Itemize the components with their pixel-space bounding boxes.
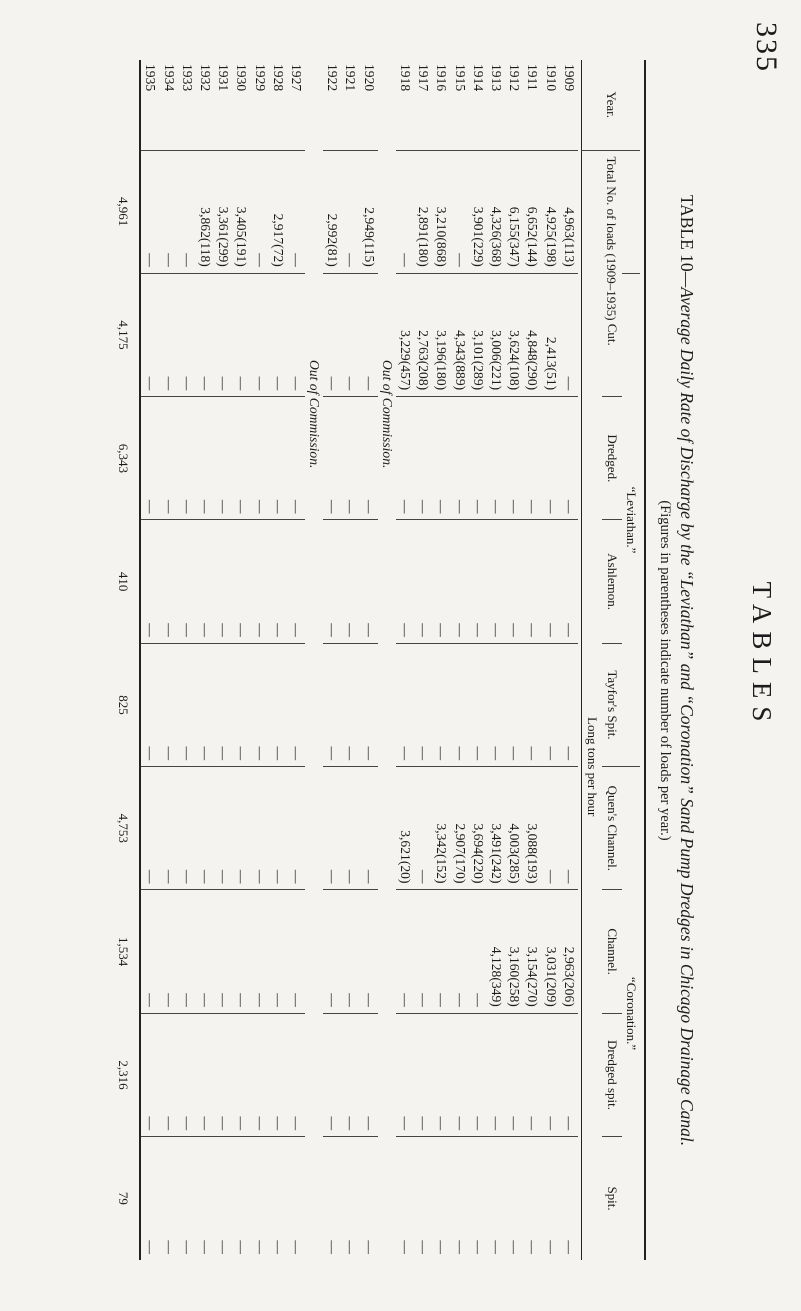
cell-c4: — bbox=[160, 643, 178, 766]
cell-c1: — bbox=[323, 273, 341, 396]
cell-c1: — bbox=[287, 273, 305, 396]
cell-total: 3,405(191) bbox=[232, 150, 250, 273]
cell-c2: — bbox=[160, 397, 178, 520]
cell-c7: — bbox=[269, 1013, 287, 1136]
cell-c8: — bbox=[232, 1137, 250, 1260]
row-year: 1922 bbox=[325, 64, 341, 92]
cell-c6: — bbox=[269, 890, 287, 1013]
cell-c4: — bbox=[323, 643, 341, 766]
cell-c7: — bbox=[396, 1013, 414, 1136]
table-row bbox=[560, 60, 578, 1260]
cell-c8: — bbox=[140, 1137, 159, 1260]
cell-c1: — bbox=[341, 273, 359, 396]
total-total: 4,961 bbox=[116, 197, 132, 227]
cell-c3: — bbox=[414, 520, 432, 643]
cell-c8: — bbox=[560, 1137, 578, 1260]
cell-c8: — bbox=[196, 1137, 214, 1260]
table-row bbox=[160, 60, 178, 1260]
cell-c2: — bbox=[487, 397, 505, 520]
cell-total: — bbox=[451, 150, 469, 273]
section-row bbox=[378, 60, 396, 1260]
cell-c3: — bbox=[178, 520, 196, 643]
cell-c2: — bbox=[140, 397, 159, 520]
cell-c8: — bbox=[396, 1137, 414, 1260]
total-c7: 2,316 bbox=[116, 1060, 132, 1090]
total-c8: 79 bbox=[116, 1191, 132, 1205]
cell-c2: — bbox=[469, 397, 487, 520]
table-row bbox=[451, 60, 469, 1260]
cell-c4: — bbox=[178, 643, 196, 766]
cell-c6: 3,160(258) bbox=[505, 890, 523, 1013]
table-row bbox=[196, 60, 214, 1260]
table-number: TABLE 10 bbox=[677, 194, 697, 272]
header-tayfor: Tayfor's Spit. bbox=[602, 643, 622, 766]
cell-c6: — bbox=[396, 890, 414, 1013]
table-row bbox=[269, 60, 287, 1260]
cell-c1: 4,848(290) bbox=[523, 273, 541, 396]
cell-c3: — bbox=[250, 520, 268, 643]
cell-c5: — bbox=[232, 767, 250, 890]
cell-c1: — bbox=[160, 273, 178, 396]
cell-c6: — bbox=[287, 890, 305, 1013]
cell-c1: 2,413(51) bbox=[541, 273, 559, 396]
cell-c5: — bbox=[250, 767, 268, 890]
totals-row bbox=[111, 60, 135, 1260]
row-year: 1935 bbox=[143, 64, 159, 92]
cell-c1: 3,006(221) bbox=[487, 273, 505, 396]
cell-total: — bbox=[396, 150, 414, 273]
cell-c6: 4,128(349) bbox=[487, 890, 505, 1013]
cell-c5: 3,088(193) bbox=[523, 767, 541, 890]
cell-c3: — bbox=[341, 520, 359, 643]
cell-c8: — bbox=[505, 1137, 523, 1260]
row-year: 1932 bbox=[197, 64, 213, 92]
cell-c1: — bbox=[560, 273, 578, 396]
cell-c7: — bbox=[196, 1013, 214, 1136]
cell-c8: — bbox=[214, 1137, 232, 1260]
cell-c8: — bbox=[287, 1137, 305, 1260]
table-caption: Average Daily Rate of Discharge by the “Leviathan” and “Coronation” Sand Pump Dredges in Chicago Drainage Canal. bbox=[677, 287, 697, 1147]
row-year: 1911 bbox=[525, 64, 541, 91]
cell-total: — bbox=[287, 150, 305, 273]
cell-total: 2,949(115) bbox=[360, 150, 378, 273]
cell-c6: — bbox=[214, 890, 232, 1013]
cell-c4: — bbox=[541, 643, 559, 766]
cell-c6: — bbox=[451, 890, 469, 1013]
header-year: Year. bbox=[603, 91, 619, 118]
cell-c1: — bbox=[250, 273, 268, 396]
cell-total: 4,963(113) bbox=[560, 150, 578, 273]
cell-c6: — bbox=[414, 890, 432, 1013]
cell-c5: — bbox=[214, 767, 232, 890]
row-year: 1915 bbox=[452, 64, 468, 92]
cell-c4: — bbox=[560, 643, 578, 766]
cell-c3: — bbox=[451, 520, 469, 643]
cell-c4: — bbox=[341, 643, 359, 766]
running-head bbox=[741, 0, 801, 1311]
table-row bbox=[232, 60, 250, 1260]
cell-c7: — bbox=[469, 1013, 487, 1136]
total-c3: 410 bbox=[116, 571, 132, 592]
cell-total: 3,210(868) bbox=[432, 150, 450, 273]
row-year: 1912 bbox=[507, 64, 523, 92]
table-row bbox=[523, 60, 541, 1260]
cell-c8: — bbox=[360, 1137, 378, 1260]
cell-c6: — bbox=[469, 890, 487, 1013]
table-row bbox=[287, 60, 305, 1260]
table-row bbox=[140, 60, 159, 1260]
header-spit: Spit. bbox=[602, 1137, 622, 1260]
cell-c6: — bbox=[432, 890, 450, 1013]
cell-total: 3,862(118) bbox=[196, 150, 214, 273]
cell-c2: — bbox=[178, 397, 196, 520]
cell-c4: — bbox=[196, 643, 214, 766]
table-row bbox=[396, 60, 414, 1260]
cell-c8: — bbox=[178, 1137, 196, 1260]
table-row bbox=[432, 60, 450, 1260]
cell-total: — bbox=[140, 150, 159, 273]
cell-c8: — bbox=[414, 1137, 432, 1260]
cell-c2: — bbox=[323, 397, 341, 520]
cell-c3: — bbox=[432, 520, 450, 643]
cell-c8: — bbox=[523, 1137, 541, 1260]
header-cut: Cut. bbox=[604, 323, 620, 346]
section-label: Out of Commission. bbox=[379, 360, 395, 469]
cell-c6: — bbox=[140, 890, 159, 1013]
total-c2: 6,343 bbox=[116, 443, 132, 473]
cell-total: — bbox=[250, 150, 268, 273]
table-subtitle: (Figures in parentheses indicate number of loads per year.) bbox=[657, 500, 673, 841]
cell-c6: — bbox=[250, 890, 268, 1013]
cell-c4: — bbox=[451, 643, 469, 766]
cell-c1: 3,101(289) bbox=[469, 273, 487, 396]
cell-total: 3,361(299) bbox=[214, 150, 232, 273]
section-label: Out of Commission. bbox=[307, 360, 323, 469]
cell-c3: — bbox=[196, 520, 214, 643]
cell-c8: — bbox=[341, 1137, 359, 1260]
cell-c7: — bbox=[432, 1013, 450, 1136]
row-year: 1910 bbox=[543, 64, 559, 92]
table-row bbox=[414, 60, 432, 1260]
cell-c6: — bbox=[341, 890, 359, 1013]
cell-c6: 3,031(209) bbox=[541, 890, 559, 1013]
cell-c2: — bbox=[523, 397, 541, 520]
cell-c2: — bbox=[214, 397, 232, 520]
cell-c7: — bbox=[178, 1013, 196, 1136]
cell-c3: — bbox=[505, 520, 523, 643]
cell-c5: — bbox=[178, 767, 196, 890]
table-row bbox=[487, 60, 505, 1260]
cell-c3: — bbox=[523, 520, 541, 643]
cell-c8: — bbox=[541, 1137, 559, 1260]
cell-total: 4,326(368) bbox=[487, 150, 505, 273]
page-number: 335 bbox=[750, 22, 783, 73]
cell-c8: — bbox=[432, 1137, 450, 1260]
cell-c4: — bbox=[396, 643, 414, 766]
cell-c4: — bbox=[432, 643, 450, 766]
cell-c8: — bbox=[160, 1137, 178, 1260]
cell-c4: — bbox=[505, 643, 523, 766]
row-year: 1920 bbox=[361, 64, 377, 92]
cell-c5: 3,342(152) bbox=[432, 767, 450, 890]
cell-c7: — bbox=[360, 1013, 378, 1136]
cell-c1: 3,624(108) bbox=[505, 273, 523, 396]
cell-c7: — bbox=[560, 1013, 578, 1136]
section-row bbox=[305, 60, 323, 1260]
row-year: 1914 bbox=[470, 64, 486, 92]
total-c1: 4,175 bbox=[116, 320, 132, 350]
cell-c1: — bbox=[232, 273, 250, 396]
cell-c6: — bbox=[178, 890, 196, 1013]
cell-c2: — bbox=[341, 397, 359, 520]
table-row bbox=[214, 60, 232, 1260]
cell-c4: — bbox=[360, 643, 378, 766]
header-channel: Channel. bbox=[602, 890, 622, 1013]
row-year: 1916 bbox=[434, 64, 450, 92]
cell-c4: — bbox=[232, 643, 250, 766]
cell-c5: 4,003(285) bbox=[505, 767, 523, 890]
cell-c2: — bbox=[505, 397, 523, 520]
row-year: 1918 bbox=[398, 64, 414, 92]
cell-c2: — bbox=[250, 397, 268, 520]
cell-total: 2,917(72) bbox=[269, 150, 287, 273]
table-row bbox=[360, 60, 378, 1260]
row-year: 1927 bbox=[288, 64, 304, 92]
cell-c3: — bbox=[360, 520, 378, 643]
row-year: 1929 bbox=[252, 64, 268, 92]
table-row bbox=[178, 60, 196, 1260]
cell-c7: — bbox=[341, 1013, 359, 1136]
row-year: 1934 bbox=[161, 64, 177, 92]
cell-c5: — bbox=[196, 767, 214, 890]
cell-c3: — bbox=[396, 520, 414, 643]
cell-c7: — bbox=[541, 1013, 559, 1136]
cell-c7: — bbox=[323, 1013, 341, 1136]
table-row bbox=[250, 60, 268, 1260]
cell-c8: — bbox=[269, 1137, 287, 1260]
cell-c6: — bbox=[160, 890, 178, 1013]
cell-c5: — bbox=[323, 767, 341, 890]
table-row bbox=[505, 60, 523, 1260]
row-year: 1917 bbox=[416, 64, 432, 92]
total-c5: 4,753 bbox=[116, 813, 132, 843]
header-quens: Quen's Channel. bbox=[602, 767, 622, 890]
cell-c6: — bbox=[232, 890, 250, 1013]
cell-c2: — bbox=[414, 397, 432, 520]
cell-c1: 2,763(208) bbox=[414, 273, 432, 396]
cell-c2: — bbox=[269, 397, 287, 520]
cell-c7: — bbox=[523, 1013, 541, 1136]
cell-c7: — bbox=[214, 1013, 232, 1136]
cell-c1: — bbox=[360, 273, 378, 396]
cell-c5: — bbox=[560, 767, 578, 890]
cell-c1: 3,229(457) bbox=[396, 273, 414, 396]
cell-c4: — bbox=[250, 643, 268, 766]
cell-c5: — bbox=[414, 767, 432, 890]
cell-c3: — bbox=[269, 520, 287, 643]
cell-c6: — bbox=[323, 890, 341, 1013]
cell-total: 6,652(144) bbox=[523, 150, 541, 273]
cell-c5: 2,907(170) bbox=[451, 767, 469, 890]
cell-c3: — bbox=[140, 520, 159, 643]
cell-c1: — bbox=[196, 273, 214, 396]
cell-c1: — bbox=[214, 273, 232, 396]
discharge-table bbox=[111, 60, 646, 1260]
total-label bbox=[111, 60, 135, 150]
cell-c8: — bbox=[250, 1137, 268, 1260]
cell-c3: — bbox=[232, 520, 250, 643]
cell-c7: — bbox=[232, 1013, 250, 1136]
cell-c2: — bbox=[560, 397, 578, 520]
cell-c1: — bbox=[269, 273, 287, 396]
cell-c3: — bbox=[469, 520, 487, 643]
cell-c2: — bbox=[451, 397, 469, 520]
cell-c5: — bbox=[287, 767, 305, 890]
cell-c4: — bbox=[269, 643, 287, 766]
cell-c5: — bbox=[360, 767, 378, 890]
cell-total: — bbox=[178, 150, 196, 273]
row-year: 1931 bbox=[216, 64, 232, 92]
header-total: Total No. of loads (1909–1935) bbox=[581, 150, 640, 273]
cell-c5: 3,491(242) bbox=[487, 767, 505, 890]
cell-c4: — bbox=[487, 643, 505, 766]
cell-c5: 3,694(220) bbox=[469, 767, 487, 890]
cell-c4: — bbox=[414, 643, 432, 766]
row-year: 1930 bbox=[234, 64, 250, 92]
cell-c5: — bbox=[160, 767, 178, 890]
cell-c3: — bbox=[560, 520, 578, 643]
table-row bbox=[323, 60, 341, 1260]
cell-total: 4,925(198) bbox=[541, 150, 559, 273]
cell-c3: — bbox=[323, 520, 341, 643]
header-dredged-spit: Dredged spit. bbox=[602, 1013, 622, 1136]
cell-c2: — bbox=[432, 397, 450, 520]
cell-c6: 3,154(270) bbox=[523, 890, 541, 1013]
cell-total: 3,901(229) bbox=[469, 150, 487, 273]
table-row bbox=[469, 60, 487, 1260]
cell-c4: — bbox=[287, 643, 305, 766]
cell-c7: — bbox=[160, 1013, 178, 1136]
cell-c2: — bbox=[287, 397, 305, 520]
cell-c7: — bbox=[250, 1013, 268, 1136]
cell-c4: — bbox=[140, 643, 159, 766]
total-c6: 1,534 bbox=[116, 937, 132, 967]
cell-total: — bbox=[341, 150, 359, 273]
cell-c7: — bbox=[451, 1013, 469, 1136]
cell-c1: — bbox=[178, 273, 196, 396]
cell-c2: — bbox=[360, 397, 378, 520]
cell-c6: 2,963(206) bbox=[560, 890, 578, 1013]
cell-c8: — bbox=[451, 1137, 469, 1260]
cell-c1: — bbox=[140, 273, 159, 396]
cell-total: 6,155(347) bbox=[505, 150, 523, 273]
row-year: 1928 bbox=[270, 64, 286, 92]
cell-c4: — bbox=[523, 643, 541, 766]
header-units: Long tons per hour bbox=[584, 717, 600, 817]
header-coronation: “Coronation.” bbox=[622, 767, 640, 1260]
cell-total: 2,891(180) bbox=[414, 150, 432, 273]
row-year: 1913 bbox=[488, 64, 504, 92]
table-row bbox=[341, 60, 359, 1260]
row-year: 1909 bbox=[561, 64, 577, 92]
cell-c1: 4,343(889) bbox=[451, 273, 469, 396]
cell-c4: — bbox=[469, 643, 487, 766]
cell-c3: — bbox=[487, 520, 505, 643]
cell-c1: 3,196(180) bbox=[432, 273, 450, 396]
cell-c2: — bbox=[232, 397, 250, 520]
cell-c2: — bbox=[396, 397, 414, 520]
table-row bbox=[541, 60, 559, 1260]
cell-c2: — bbox=[541, 397, 559, 520]
running-title: TABLES bbox=[747, 581, 777, 730]
cell-c3: — bbox=[214, 520, 232, 643]
total-c4: 825 bbox=[116, 695, 132, 715]
header-leviathan: “Leviathan.” bbox=[622, 273, 640, 766]
cell-c8: — bbox=[469, 1137, 487, 1260]
cell-c8: — bbox=[487, 1137, 505, 1260]
cell-c5: — bbox=[541, 767, 559, 890]
cell-c5: — bbox=[269, 767, 287, 890]
cell-c3: — bbox=[160, 520, 178, 643]
cell-c5: 3,621(20) bbox=[396, 767, 414, 890]
cell-c8: — bbox=[323, 1137, 341, 1260]
cell-c6: — bbox=[196, 890, 214, 1013]
table-title: TABLE 10—Average Daily Rate of Discharge by the “Leviathan” and “Coronation” Sand Pump Dredges in Chicago Drainage Canal. bbox=[677, 194, 697, 1147]
cell-c3: — bbox=[287, 520, 305, 643]
cell-c7: — bbox=[287, 1013, 305, 1136]
cell-c6: — bbox=[360, 890, 378, 1013]
cell-c4: — bbox=[214, 643, 232, 766]
cell-c7: — bbox=[140, 1013, 159, 1136]
header-dredged: Dredged. bbox=[602, 397, 622, 520]
cell-c7: — bbox=[414, 1013, 432, 1136]
cell-c7: — bbox=[505, 1013, 523, 1136]
cell-total: 2,992(81) bbox=[323, 150, 341, 273]
cell-c7: — bbox=[487, 1013, 505, 1136]
cell-c2: — bbox=[196, 397, 214, 520]
cell-total: — bbox=[160, 150, 178, 273]
cell-c5: — bbox=[140, 767, 159, 890]
header-ashlemon: Ashlemon. bbox=[602, 520, 622, 643]
header-row-1 bbox=[622, 60, 640, 1260]
row-year: 1933 bbox=[179, 64, 195, 92]
cell-c3: — bbox=[541, 520, 559, 643]
cell-c5: — bbox=[341, 767, 359, 890]
row-year: 1921 bbox=[343, 64, 359, 92]
